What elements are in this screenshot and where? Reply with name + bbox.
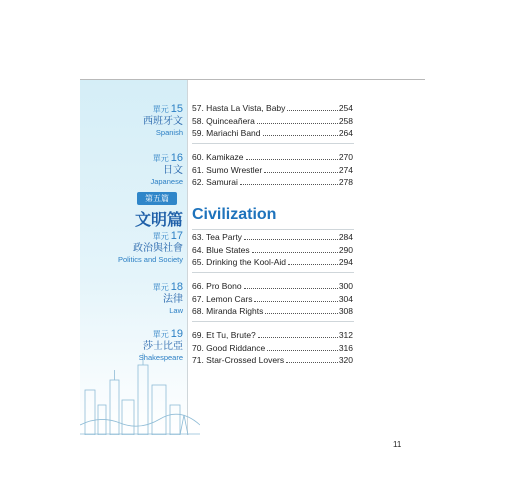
toc-entry[interactable]: 67. Lemon Cars 304 <box>192 293 353 304</box>
toc-entry[interactable]: 57. Hasta La Vista, Baby 254 <box>192 103 353 113</box>
page-number: 11 <box>393 440 402 449</box>
unit-16: 單元 16 日文 Japanese <box>150 152 183 186</box>
toc-group-unit-15 <box>192 102 353 140</box>
toc-entry[interactable]: 62. Samurai 278 <box>192 177 353 187</box>
section-title-zh: 文明篇 <box>134 210 183 229</box>
unit-17: 單元 17 政治與社會 Politics and Society <box>117 230 183 264</box>
toc-entry[interactable]: 63. Tea Party 284 <box>192 232 353 242</box>
unit-18: 單元 18 法律 Law <box>152 281 183 315</box>
toc-entry[interactable]: 68. Miranda Rights 308 <box>192 306 353 316</box>
group-divider <box>192 321 354 322</box>
section-title-en: Civilization <box>192 206 277 223</box>
toc-entry[interactable]: 71. Star-Crossed Lovers 320 <box>192 355 353 365</box>
toc-entry[interactable]: 59. Mariachi Band 264 <box>192 128 353 138</box>
unit-15: 單元 15 西班牙文 Spanish <box>143 103 183 137</box>
toc-entry[interactable]: 69. Et Tu, Brute? 312 <box>192 330 353 340</box>
toc-entry[interactable]: 61. Sumo Wrestler 274 <box>192 164 353 175</box>
toc-group-unit-16 <box>192 151 353 189</box>
toc-group-unit-18 <box>192 280 353 318</box>
group-divider <box>192 229 354 230</box>
toc-entry[interactable]: 65. Drinking the Kool-Aid 294 <box>192 257 353 267</box>
unit-19: 單元 19 莎士比亞 Shakespeare <box>138 328 183 362</box>
group-divider <box>192 272 354 273</box>
toc-entry[interactable]: 70. Good Riddance 316 <box>192 342 353 353</box>
toc-group-unit-17 <box>192 231 353 269</box>
toc-entry[interactable]: 58. Quinceañera 258 <box>192 115 353 126</box>
toc-entry[interactable]: 64. Blue States 290 <box>192 244 353 255</box>
section-badge: 第五篇 <box>137 192 177 205</box>
toc-entry[interactable]: 66. Pro Bono 300 <box>192 281 353 291</box>
toc-entry[interactable]: 60. Kamikaze 270 <box>192 152 353 162</box>
toc-group-unit-19 <box>192 329 353 367</box>
group-divider <box>192 143 354 144</box>
